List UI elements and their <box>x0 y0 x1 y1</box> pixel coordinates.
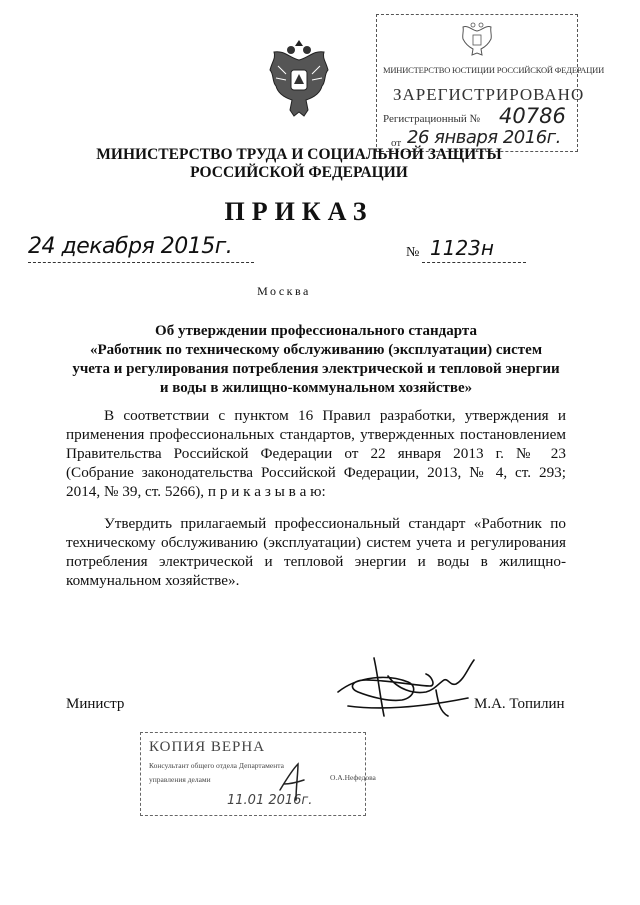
order-date: 24 декабря 2015г. <box>28 234 233 259</box>
body-paragraph-1 <box>66 406 566 501</box>
stamp-emblem-icon <box>460 21 494 61</box>
paragraph-line: техническому обслуживанию (эксплуатации) систем учета и регулирования <box>66 534 566 551</box>
order-number: 1123н <box>430 236 494 260</box>
subject-line: учета и регулирования потребления электрической и тепловой энергии <box>72 361 560 377</box>
registration-stamp <box>376 14 605 152</box>
copy-stamp-line1: Консультант общего отдела Департамента <box>149 761 284 770</box>
order-number-underline <box>422 262 526 263</box>
copy-stamp-date: 11.01 2016г. <box>227 793 313 808</box>
body-paragraph-2 <box>66 514 566 590</box>
signatory-position: Министр <box>66 696 125 712</box>
stamp-date-prefix: от <box>391 137 402 149</box>
order-title: ПРИКАЗ <box>224 197 374 226</box>
copy-stamp-signature <box>276 760 308 806</box>
paragraph-line: Утвердить прилагаемый профессиональный стандарт «Работник по <box>104 515 566 532</box>
city: Москва <box>257 284 311 298</box>
order-number-sign: № <box>406 245 420 260</box>
paragraph-line: (Собрание законодательства Российской Федерации, 2013, № 4, ст. 293; <box>66 464 566 481</box>
stamp-title: ЗАРЕГИСТРИРОВАНО <box>393 85 585 104</box>
stamp-ministry-text: МИНИСТЕРСТВО ЮСТИЦИИ РОССИЙСКОЙ ФЕДЕРАЦИИ <box>383 65 605 75</box>
subject-line: «Работник по техническому обслуживанию (эксплуатации) систем <box>89 342 543 358</box>
order-subject <box>66 322 566 398</box>
copy-stamp-title: КОПИЯ ВЕРНА <box>149 739 266 755</box>
subject-line: Об утверждении профессионального стандарта <box>155 323 477 339</box>
stamp-reg-number: 40786 <box>499 104 566 128</box>
stamp-date-handwritten: 26 января 2016г. <box>407 127 561 148</box>
copy-stamp-line2: управления делами <box>149 775 211 784</box>
paragraph-line: потребления электрической и тепловой энергии и воды в жилищно- <box>66 553 566 570</box>
ministry-name-line2: РОССИЙСКОЙ ФЕДЕРАЦИИ <box>190 164 408 181</box>
paragraph-line: 2014, № 39, ст. 5266), п р и к а з ы в а ю: <box>66 483 326 500</box>
paragraph-line: В соответствии с пунктом 16 Правил разработки, утверждения и <box>104 407 566 424</box>
paragraph-line: применения профессиональных стандартов, утвержденных постановлением <box>66 426 566 443</box>
subject-line: и воды в жилищно-коммунальном хозяйстве» <box>159 380 473 396</box>
copy-stamp-signatory: О.А.Нефедова <box>330 773 376 782</box>
handwritten-signature <box>318 646 488 730</box>
order-date-underline <box>28 262 254 263</box>
stamp-reg-label: Регистрационный № <box>383 113 481 125</box>
paragraph-line: Правительства Российской Федерации от 22 января 2013 г. № 23 <box>66 445 566 462</box>
signatory-name: М.А. Топилин <box>474 696 565 712</box>
ministry-name-line1: МИНИСТЕРСТВО ТРУДА И СОЦИАЛЬНОЙ ЗАЩИТЫ <box>96 146 502 163</box>
paragraph-line: коммунальном хозяйстве». <box>66 572 240 589</box>
coat-of-arms-emblem <box>264 40 334 124</box>
